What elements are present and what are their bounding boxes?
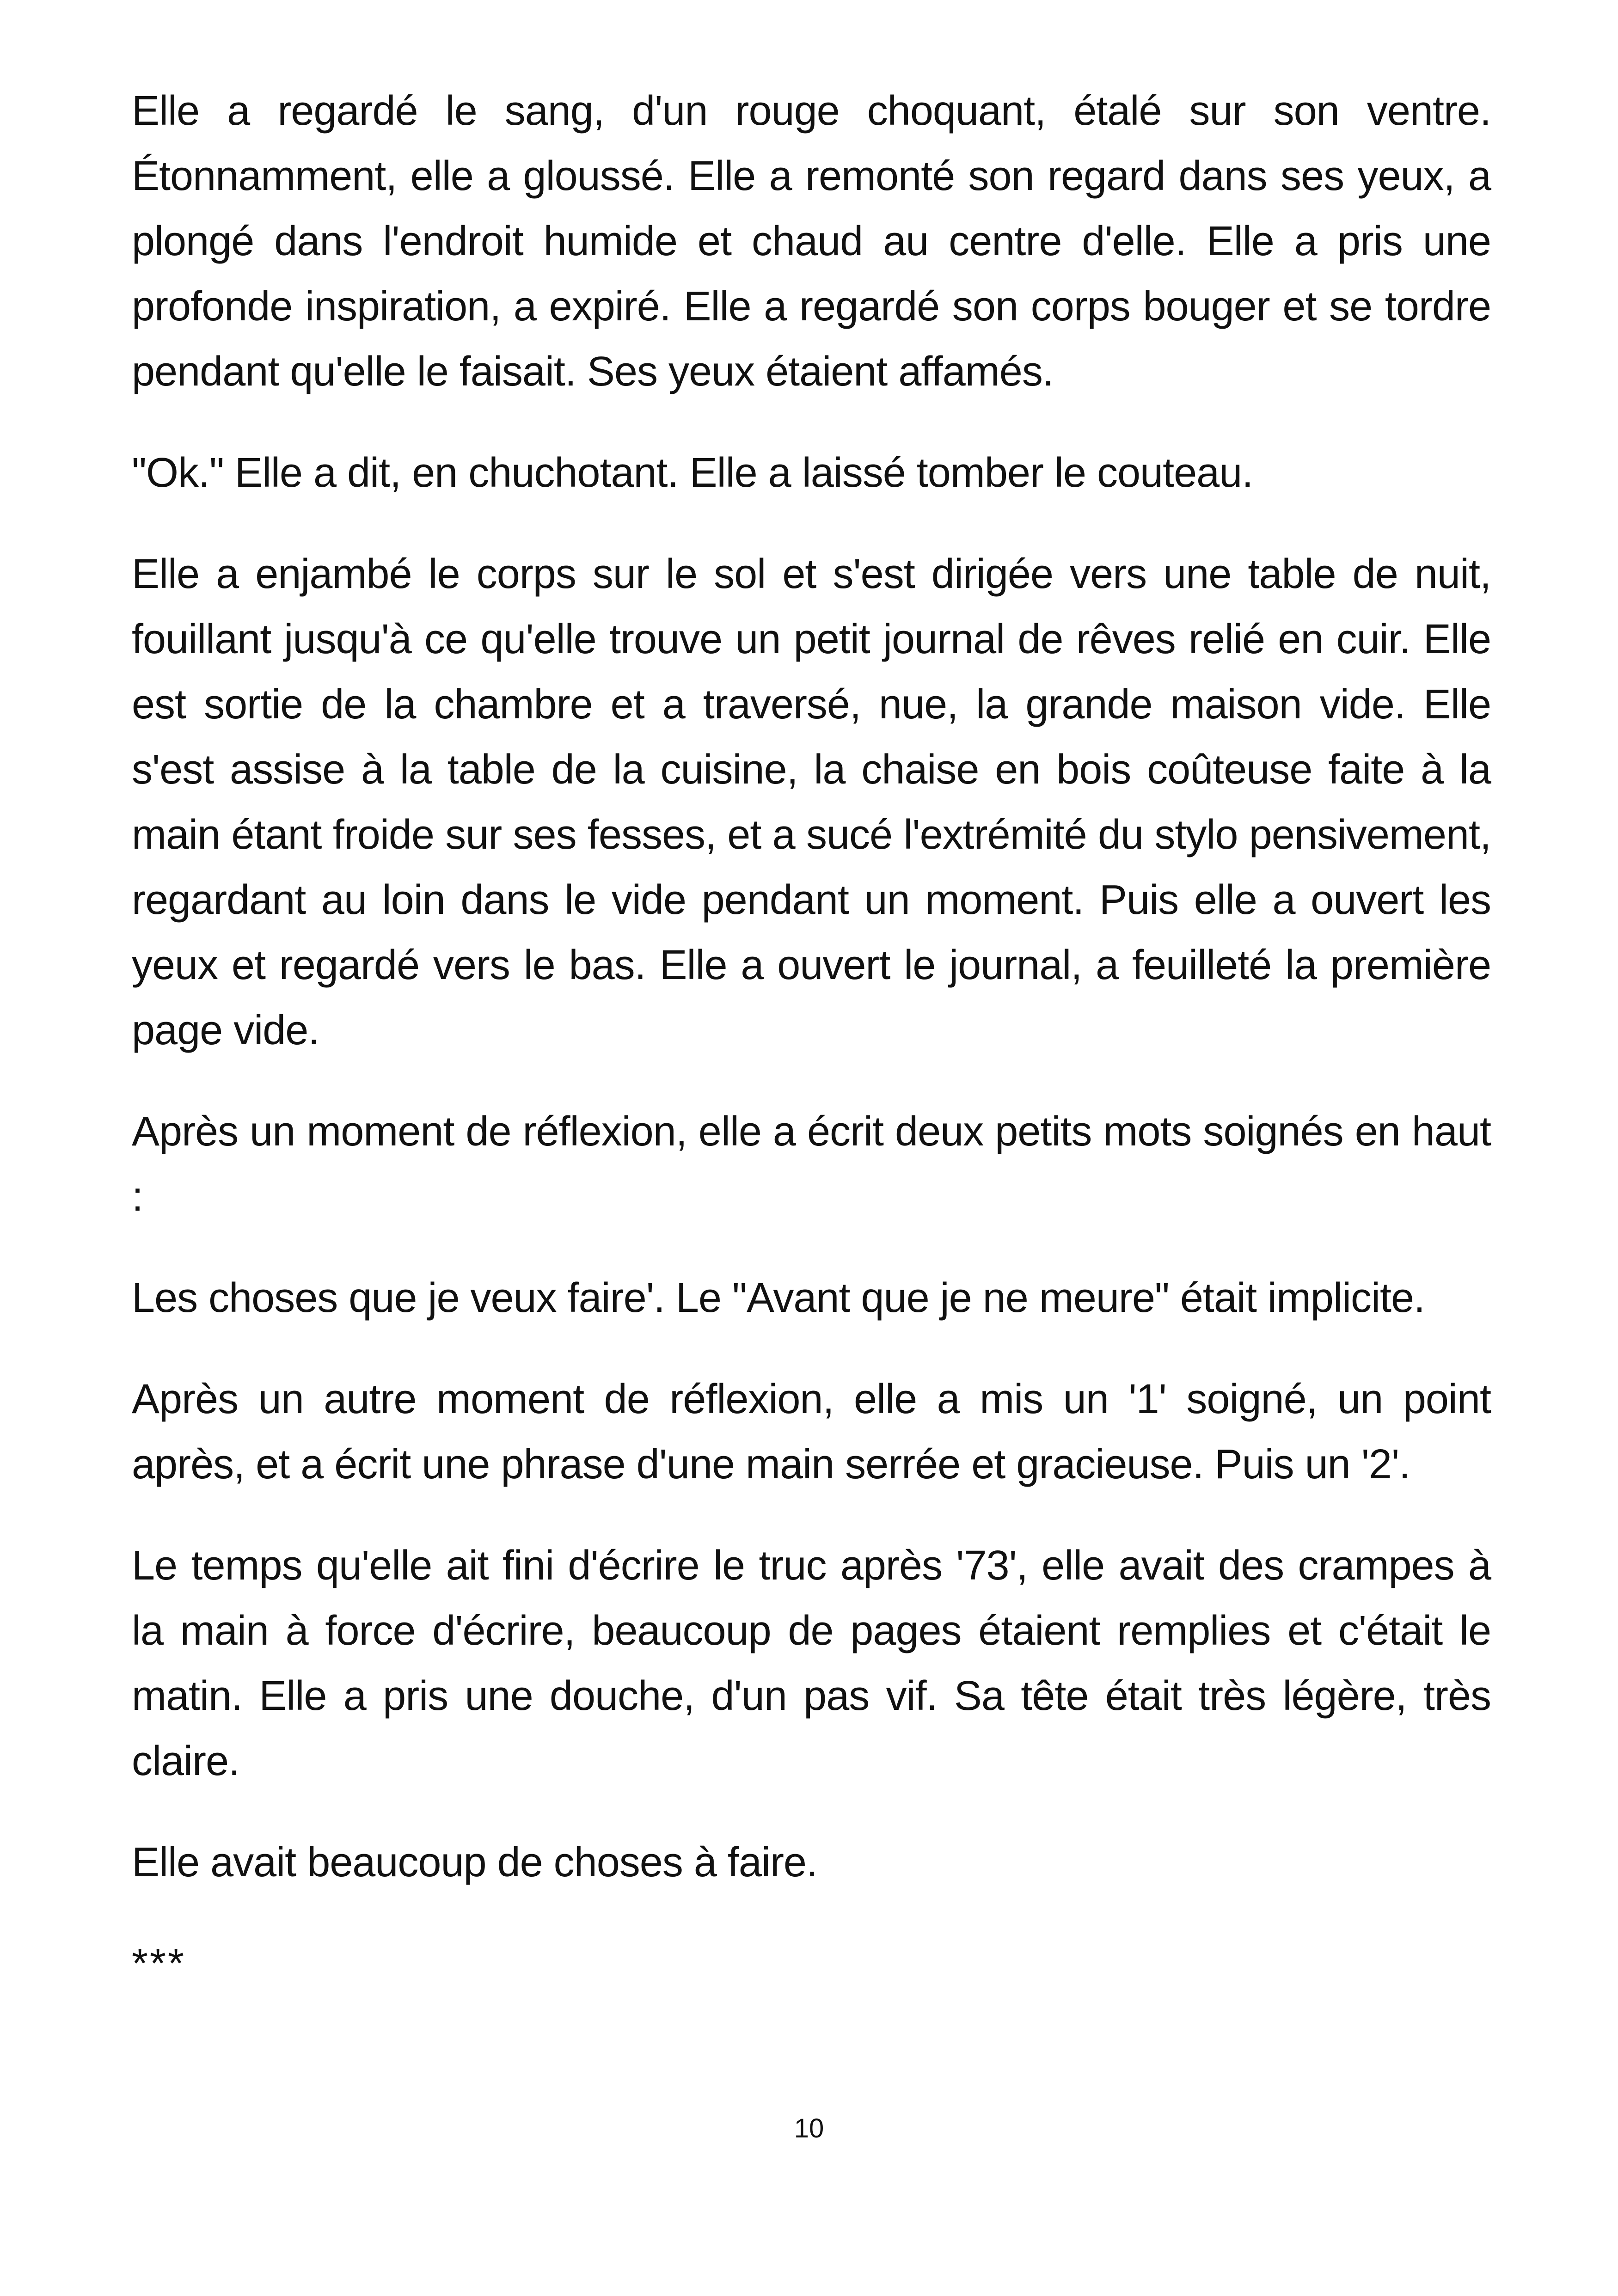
page-number: 10 [794, 2113, 824, 2143]
section-separator: *** [132, 1941, 186, 1987]
paragraph: Les choses que je veux faire'. Le "Avant que je ne meure" était implicite. [132, 1275, 1425, 1321]
paragraph: Le temps qu'elle ait fini d'écrire le truc après '73', elle avait des crampes à la main à force d'écrire, beaucoup de pages étaient remplies et c'était le matin. Elle a pris une douche, d'un pas vif. Sa tête était très légère, très claire. [132, 1543, 1491, 1784]
paragraph: Elle a enjambé le corps sur le sol et s'est dirigée vers une table de nuit, fouillant jusqu'à ce qu'elle trouve un petit journal de rêves relié en cuir. Elle est sortie de la chambre et a traversé, nue, la grande maison vide. Elle s'est assise à la table de la cuisine, la chaise en bois coûteuse faite à la main étant froide sur ses fesses, et a sucé l'extrémité du stylo pensivement, regardant au loin dans le vide pendant un moment. Puis elle a ouvert les yeux et regardé vers le bas. Elle a ouvert le journal, a feuilleté la première page vide. [132, 551, 1491, 1053]
paragraph: "Ok." Elle a dit, en chuchotant. Elle a laissé tomber le couteau. [132, 450, 1253, 496]
paragraph: Après un autre moment de réflexion, elle a mis un '1' soigné, un point après, et a écrit une phrase d'une main serrée et gracieuse. Puis un '2'. [132, 1376, 1491, 1488]
body-text [132, 79, 1491, 1996]
paragraph: Elle a regardé le sang, d'un rouge choquant, étalé sur son ventre. Étonnamment, elle a gloussé. Elle a remonté son regard dans ses yeux, a plongé dans l'endroit humide et chaud au centre d'elle. Elle a pris une profonde inspiration, a expiré. Elle a regardé son corps bouger et se tordre pendant qu'elle le faisait. Ses yeux étaient affamés. [132, 88, 1491, 395]
paragraph: Elle avait beaucoup de choses à faire. [132, 1839, 817, 1886]
paragraph: Après un moment de réflexion, elle a écrit deux petits mots soignés en haut : [132, 1108, 1491, 1220]
